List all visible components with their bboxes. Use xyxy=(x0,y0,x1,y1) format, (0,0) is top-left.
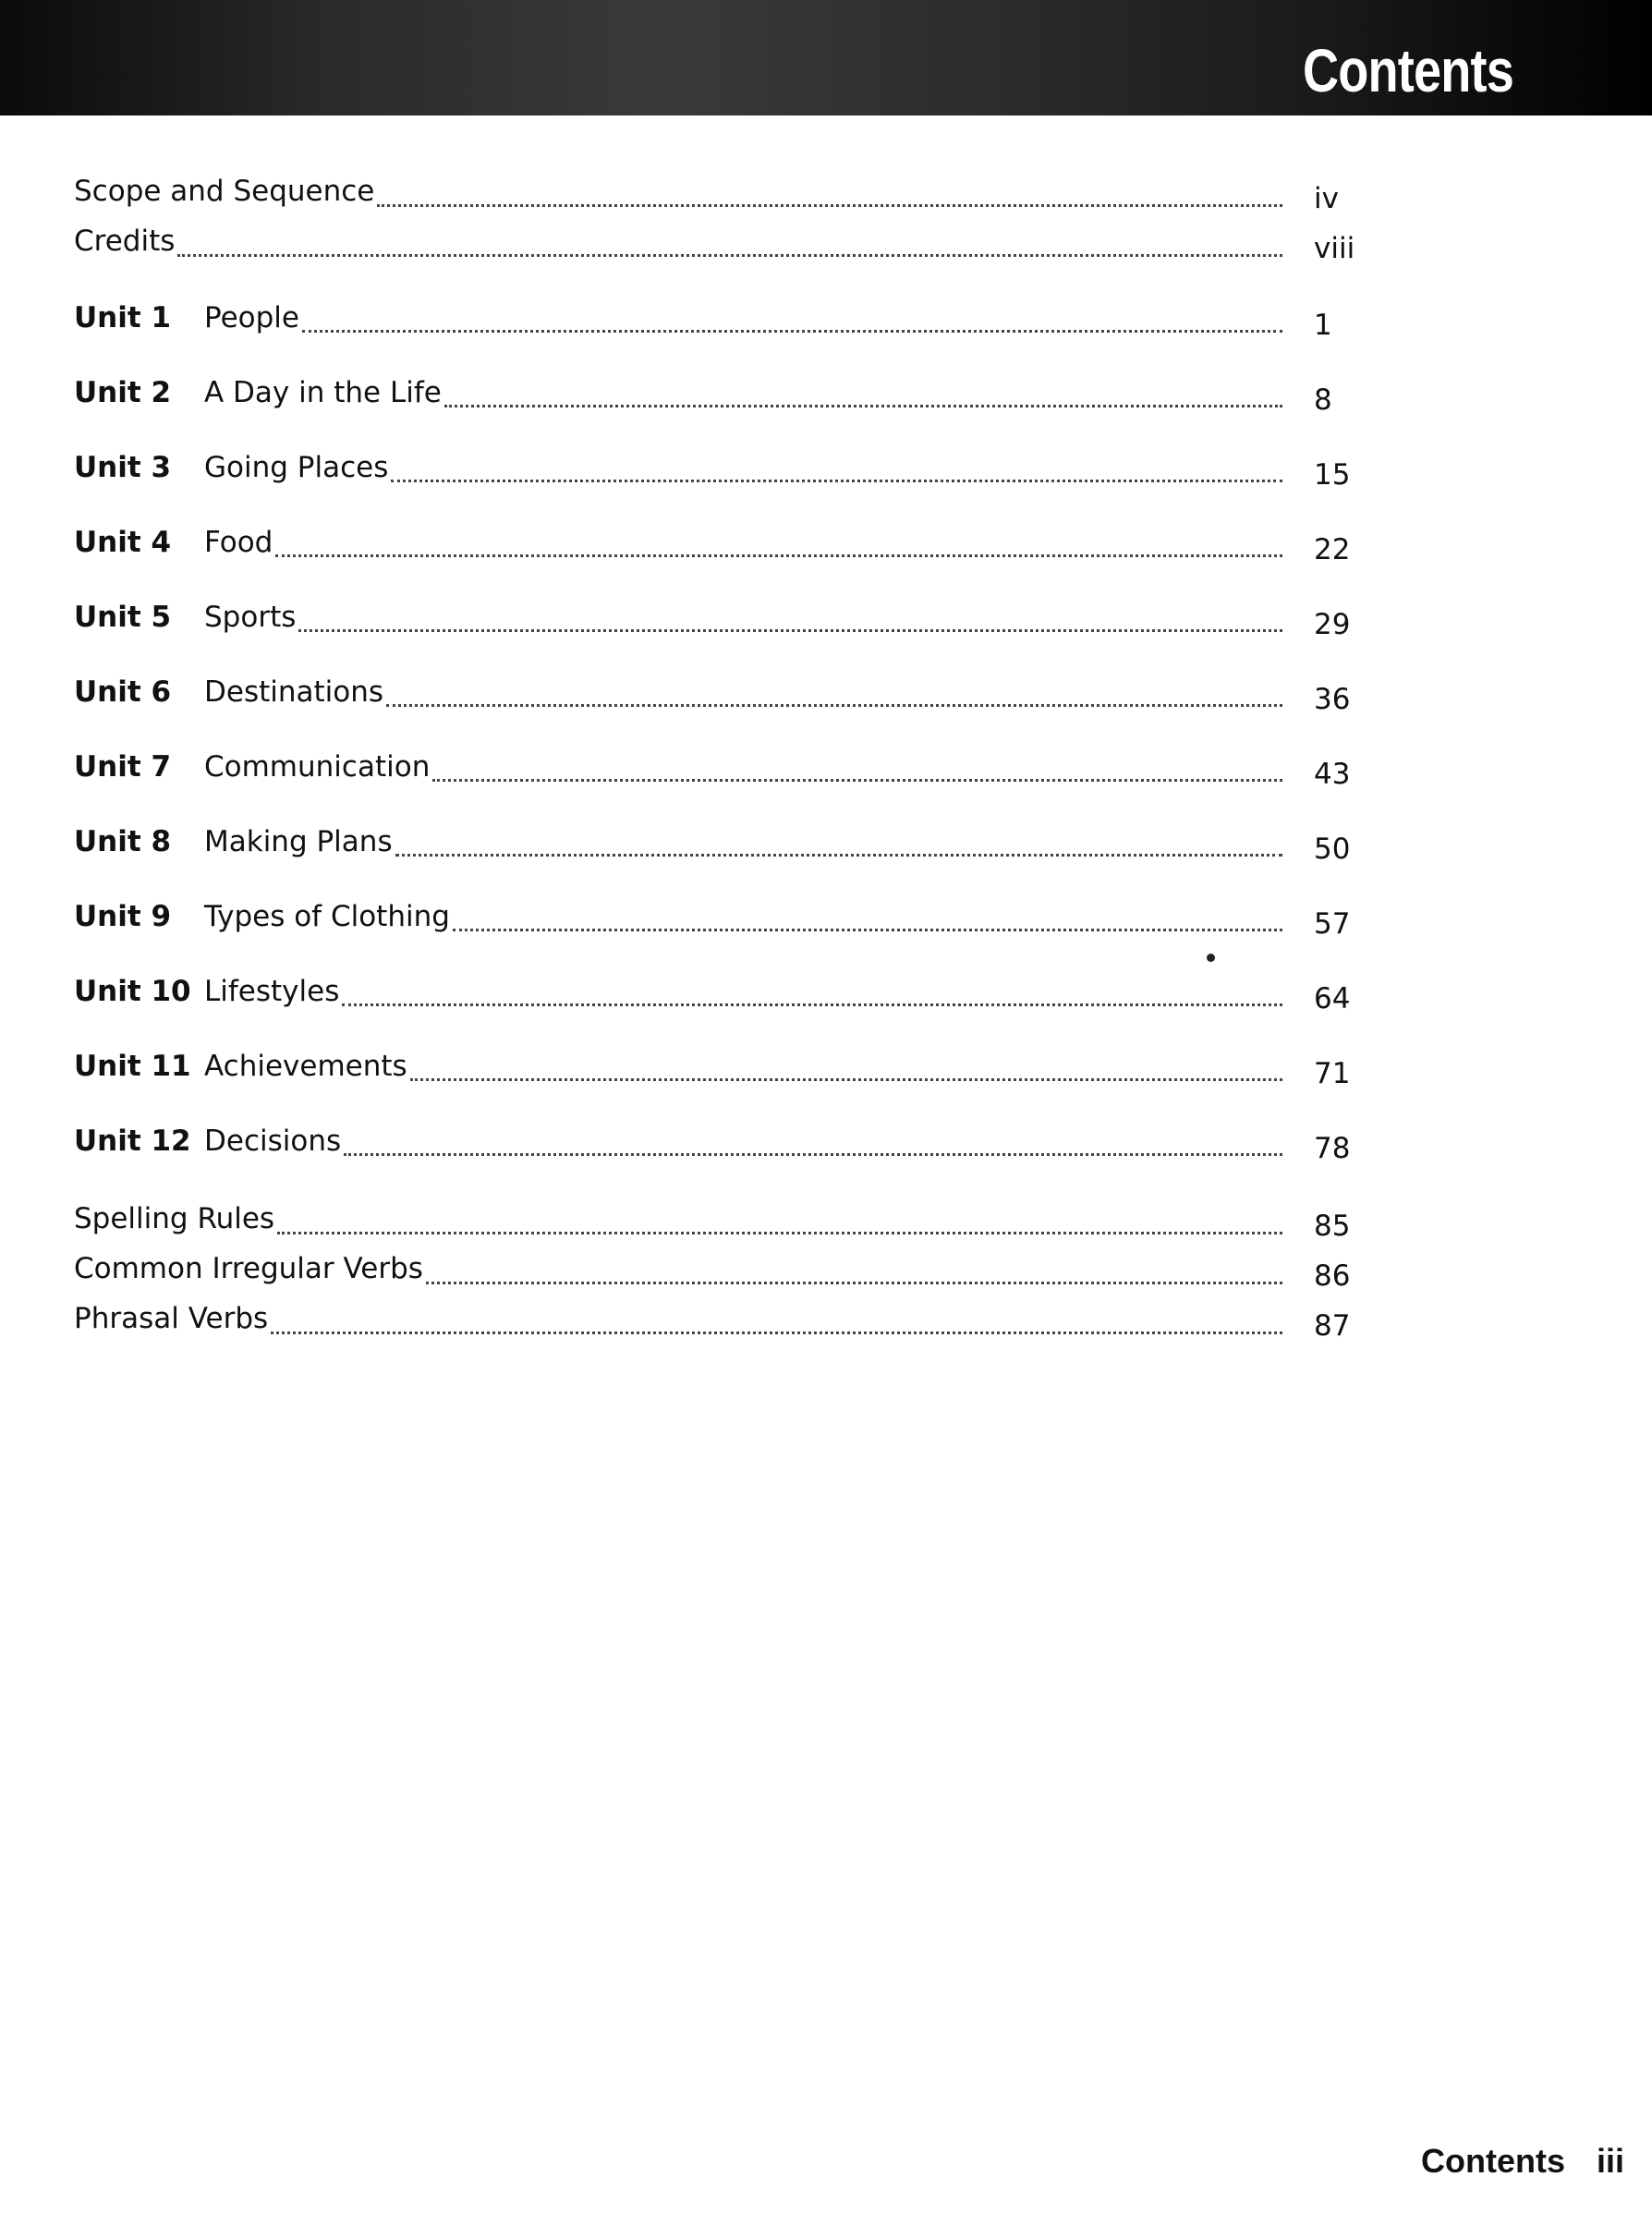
entry-title: Sports xyxy=(204,600,297,634)
dot-leader xyxy=(426,1261,1282,1284)
dot-leader xyxy=(395,833,1282,857)
page-title: Contents xyxy=(1303,36,1513,104)
entry-title: Phrasal Verbs xyxy=(74,1302,269,1335)
toc-entry[interactable] xyxy=(74,1194,1386,1244)
dot-leader xyxy=(344,1133,1282,1156)
unit-label: Unit 8 xyxy=(74,824,172,858)
footer-label: Contents xyxy=(1420,2142,1565,2180)
toc-unit-entry[interactable] xyxy=(74,654,1386,729)
dot-leader xyxy=(377,184,1282,207)
unit-label: Unit 11 xyxy=(74,1049,191,1083)
entry-title: A Day in the Life xyxy=(204,375,442,409)
dot-leader xyxy=(391,459,1282,482)
toc-unit-entry[interactable] xyxy=(74,579,1386,654)
page-number: 64 xyxy=(1314,981,1351,1015)
entry-title: People xyxy=(204,300,299,334)
entry-title: Spelling Rules xyxy=(74,1202,275,1235)
page-number: 8 xyxy=(1314,383,1332,417)
entry-title: Lifestyles xyxy=(204,974,340,1008)
dot-leader xyxy=(453,908,1282,931)
toc-unit-entry[interactable] xyxy=(74,954,1386,1028)
unit-label: Unit 3 xyxy=(74,450,172,484)
dot-leader xyxy=(386,684,1282,707)
unit-label: Unit 5 xyxy=(74,600,172,634)
entry-title: Making Plans xyxy=(204,824,393,858)
page-number: 87 xyxy=(1314,1309,1351,1343)
footer-page-number: iii xyxy=(1596,2142,1624,2180)
toc-entry[interactable] xyxy=(74,1294,1386,1344)
header-banner xyxy=(0,0,1652,116)
dot-leader xyxy=(302,310,1282,333)
page-number: 85 xyxy=(1314,1210,1351,1243)
unit-label: Unit 12 xyxy=(74,1124,191,1158)
page-number: iv xyxy=(1314,182,1339,215)
page-number: 50 xyxy=(1314,832,1351,866)
toc-unit-entry[interactable] xyxy=(74,879,1386,954)
dot-leader xyxy=(177,234,1282,257)
toc-entry[interactable] xyxy=(74,1244,1386,1294)
dot-leader xyxy=(444,384,1282,407)
dot-leader xyxy=(275,534,1282,557)
page-number: 22 xyxy=(1314,532,1351,566)
toc-unit-entry[interactable] xyxy=(74,505,1386,579)
unit-label: Unit 4 xyxy=(74,525,172,559)
toc-unit-entry[interactable] xyxy=(74,1028,1386,1103)
toc-entry[interactable] xyxy=(74,166,1386,216)
scan-speck xyxy=(1207,954,1215,962)
table-of-contents xyxy=(74,166,1386,1344)
unit-label: Unit 10 xyxy=(74,974,191,1008)
entry-title: Types of Clothing xyxy=(204,899,450,933)
entry-title: Food xyxy=(204,525,273,559)
toc-unit-entry[interactable] xyxy=(74,804,1386,879)
dot-leader xyxy=(271,1311,1282,1334)
dot-leader xyxy=(277,1211,1282,1234)
unit-label: Unit 1 xyxy=(74,300,172,334)
toc-unit-entry[interactable] xyxy=(74,729,1386,804)
entry-title: Decisions xyxy=(204,1124,342,1158)
page-number: 29 xyxy=(1314,607,1351,641)
page-number: 78 xyxy=(1314,1131,1351,1165)
unit-label: Unit 2 xyxy=(74,375,172,409)
page-number: 57 xyxy=(1314,906,1351,941)
entry-title: Communication xyxy=(204,749,431,784)
page-number: 86 xyxy=(1314,1259,1351,1293)
unit-label: Unit 7 xyxy=(74,749,172,784)
dot-leader xyxy=(410,1058,1282,1081)
entry-title: Destinations xyxy=(204,675,384,709)
entry-title: Going Places xyxy=(204,450,389,484)
toc-unit-entry[interactable] xyxy=(74,355,1386,430)
toc-unit-entry[interactable] xyxy=(74,430,1386,505)
dot-leader xyxy=(342,983,1282,1006)
entry-title: Credits xyxy=(74,225,176,258)
toc-unit-entry[interactable] xyxy=(74,280,1386,355)
page-number: viii xyxy=(1314,232,1355,265)
page-number: 43 xyxy=(1314,757,1351,791)
page-number: 15 xyxy=(1314,457,1351,492)
toc-unit-entry[interactable] xyxy=(74,1103,1386,1178)
entry-title: Common Irregular Verbs xyxy=(74,1252,423,1285)
page-footer xyxy=(1421,2142,1624,2181)
page-number: 1 xyxy=(1314,308,1332,342)
dot-leader xyxy=(432,759,1282,782)
page-number: 71 xyxy=(1314,1056,1351,1090)
toc-entry[interactable] xyxy=(74,216,1386,266)
entry-title: Achievements xyxy=(204,1049,407,1083)
unit-label: Unit 6 xyxy=(74,675,172,709)
unit-label: Unit 9 xyxy=(74,899,172,933)
entry-title: Scope and Sequence xyxy=(74,175,375,208)
dot-leader xyxy=(298,609,1282,632)
page-number: 36 xyxy=(1314,682,1351,716)
